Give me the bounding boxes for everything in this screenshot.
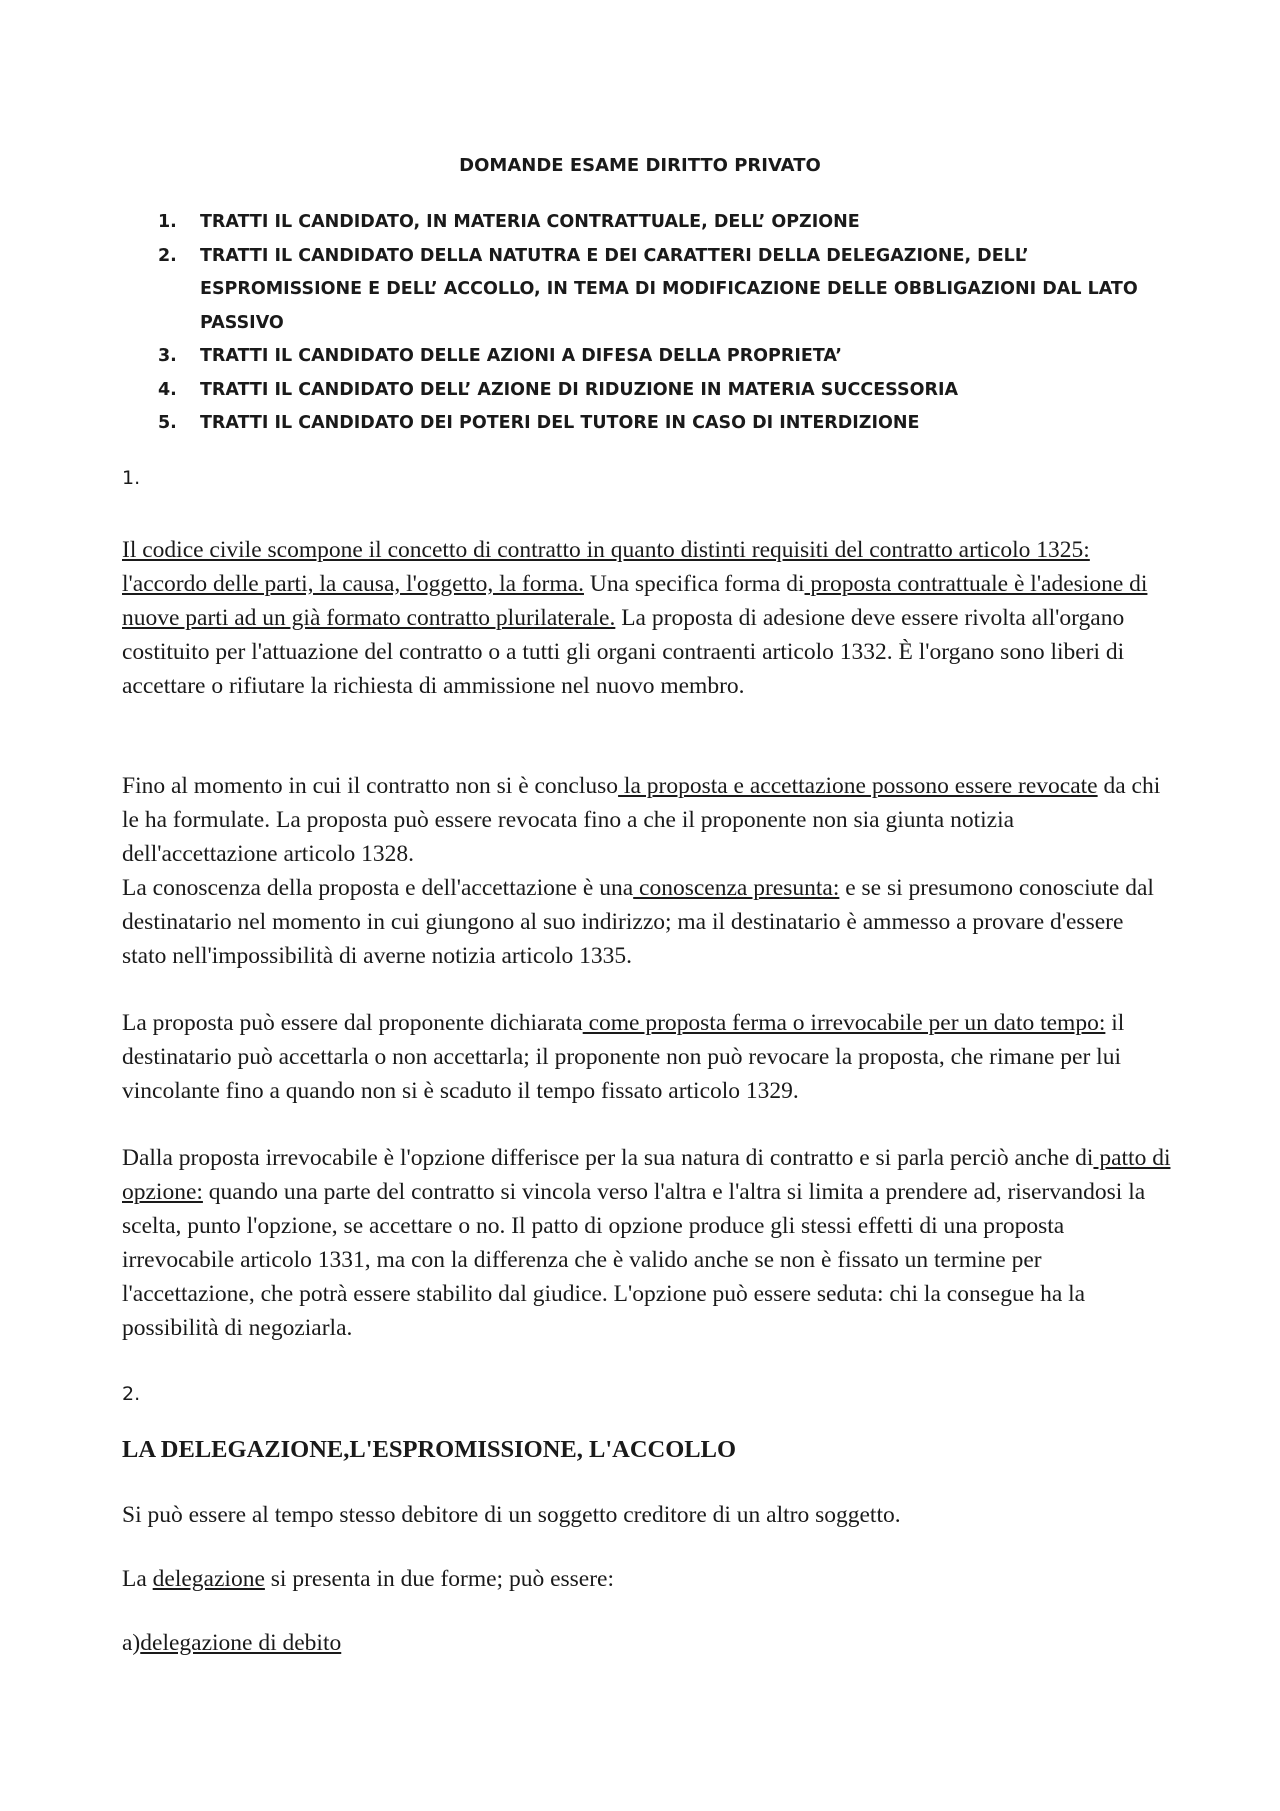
underlined-text: proposta contrattuale è l'adesione di nuove parti ad un già formato contratto plurilaterale. bbox=[122, 571, 1148, 631]
body-text: La proposta può essere dal proponente dichiarata bbox=[122, 1010, 583, 1036]
body-text: a) bbox=[122, 1630, 141, 1656]
list-item bbox=[158, 340, 1158, 374]
list-item bbox=[158, 240, 1158, 341]
body-text: Fino al momento in cui il contratto non si è concluso bbox=[122, 773, 619, 799]
paragraph-irrevocable-proposal bbox=[122, 1006, 1172, 1108]
question-number: 3. bbox=[158, 346, 177, 366]
section-1-number: 1. bbox=[122, 467, 141, 489]
question-number: 2. bbox=[158, 245, 177, 266]
document-title: DOMANDE ESAME DIRITTO PRIVATO bbox=[459, 155, 821, 176]
body-text: e se si presumono conosciute dal destinatario nel momento in cui giungono al suo indirizzo; ma il destinatario è ammesso a provare d'essere stato nell'impossibilità di averne notizia articolo 1335. bbox=[122, 875, 1154, 969]
underlined-text: delegazione di debito bbox=[140, 1630, 342, 1656]
paragraph-debtor: Si può essere al tempo stesso debitore di un soggetto creditore di un altro soggetto. bbox=[122, 1502, 901, 1528]
list-item bbox=[158, 206, 1158, 240]
question-text: TRATTI IL CANDIDATO DEI POTERI DEL TUTORE IN CASO DI INTERDIZIONE bbox=[200, 413, 920, 433]
body-text: Una specifica forma di bbox=[583, 571, 805, 597]
question-number: 1. bbox=[158, 212, 177, 232]
paragraph-delegation-forms bbox=[122, 1562, 1172, 1596]
paragraph-debt-delegation bbox=[122, 1626, 1172, 1660]
paragraph-revocation bbox=[122, 769, 1172, 871]
underlined-text: come proposta ferma o irrevocabile per un dato tempo: bbox=[582, 1010, 1106, 1036]
underlined-text: la proposta e accettazione possono essere revocate bbox=[618, 773, 1098, 799]
body-text: Dalla proposta irrevocabile è l'opzione differisce per la sua natura di contratto e si parla perciò anche di bbox=[122, 1145, 1094, 1171]
body-text: La conoscenza della proposta e dell'accettazione è una bbox=[122, 875, 634, 901]
body-text: quando una parte del contratto si vincola verso l'altra e l'altra si limita a prendere ad, riservandosi la scelta, punto l'opzione, se accettare o no. Il patto di opzione produce gli stessi effetti di una proposta irrevocabile articolo 1331, ma con la differenza che è valido anche se non è fissato un termine per l'accettazione, che potrà essere stabilito dal giudice. L'opzione può essere seduta: chi la consegue ha la possibilità di negoziarla. bbox=[122, 1179, 1146, 1341]
paragraph-presumed-knowledge bbox=[122, 871, 1172, 973]
paragraph-contract-requirements bbox=[122, 533, 1172, 703]
underlined-text: patto di opzione: bbox=[122, 1145, 1171, 1205]
body-text: il destinatario può accettarla o non accettarla; il proponente non può revocare la proposta, che rimane per lui vincolante fino a quando non si è scaduto il tempo fissato articolo 1329. bbox=[122, 1010, 1125, 1104]
question-number: 4. bbox=[158, 379, 177, 400]
question-text: TRATTI IL CANDIDATO DELL’ AZIONE DI RIDUZIONE IN MATERIA SUCCESSORIA bbox=[200, 379, 959, 400]
section-2-number: 2. bbox=[122, 1383, 141, 1405]
questions-list bbox=[158, 206, 1158, 441]
body-text: La proposta di adesione deve essere rivolta all'organo costituito per l'attuazione del contratto o a tutti gli organi contraenti articolo 1332. È l'organo sono liberi di accettare o rifiutare la richiesta di ammissione nel nuovo membro. bbox=[122, 605, 1125, 699]
question-text: TRATTI IL CANDIDATO, IN MATERIA CONTRATTUALE, DELL’ OPZIONE bbox=[200, 212, 860, 232]
body-text: La bbox=[122, 1566, 153, 1592]
body-text: da chi le ha formulate. La proposta può essere revocata fino a che il proponente non sia giunta notizia dell'accettazione articolo 1328. bbox=[122, 773, 1161, 867]
question-text: TRATTI IL CANDIDATO DELLA NATUTRA E DEI CARATTERI DELLA DELEGAZIONE, DELL’ ESPROMISSIONE E DELL’ ACCOLLO, IN TEMA DI MODIFICAZIONE DELLE OBBLIGAZIONI DAL LATO PASSIVO bbox=[200, 245, 1138, 333]
list-item bbox=[158, 374, 1158, 408]
body-text: si presenta in due forme; può essere: bbox=[264, 1566, 615, 1592]
underlined-text: conoscenza presunta: bbox=[633, 875, 840, 901]
underlined-text: delegazione bbox=[152, 1566, 265, 1592]
question-text: TRATTI IL CANDIDATO DELLE AZIONI A DIFESA DELLA PROPRIETA’ bbox=[200, 346, 842, 366]
question-number: 5. bbox=[158, 413, 177, 433]
list-item bbox=[158, 407, 1158, 441]
paragraph-option-pact bbox=[122, 1141, 1172, 1345]
underlined-text: Il codice civile scompone il concetto di contratto in quanto distinti requisiti del contratto articolo 1325: l'accordo delle parti, la causa, l'oggetto, la forma. bbox=[122, 537, 1090, 597]
section-2-heading: LA DELEGAZIONE,L'ESPROMISSIONE, L'ACCOLLO bbox=[122, 1436, 737, 1463]
